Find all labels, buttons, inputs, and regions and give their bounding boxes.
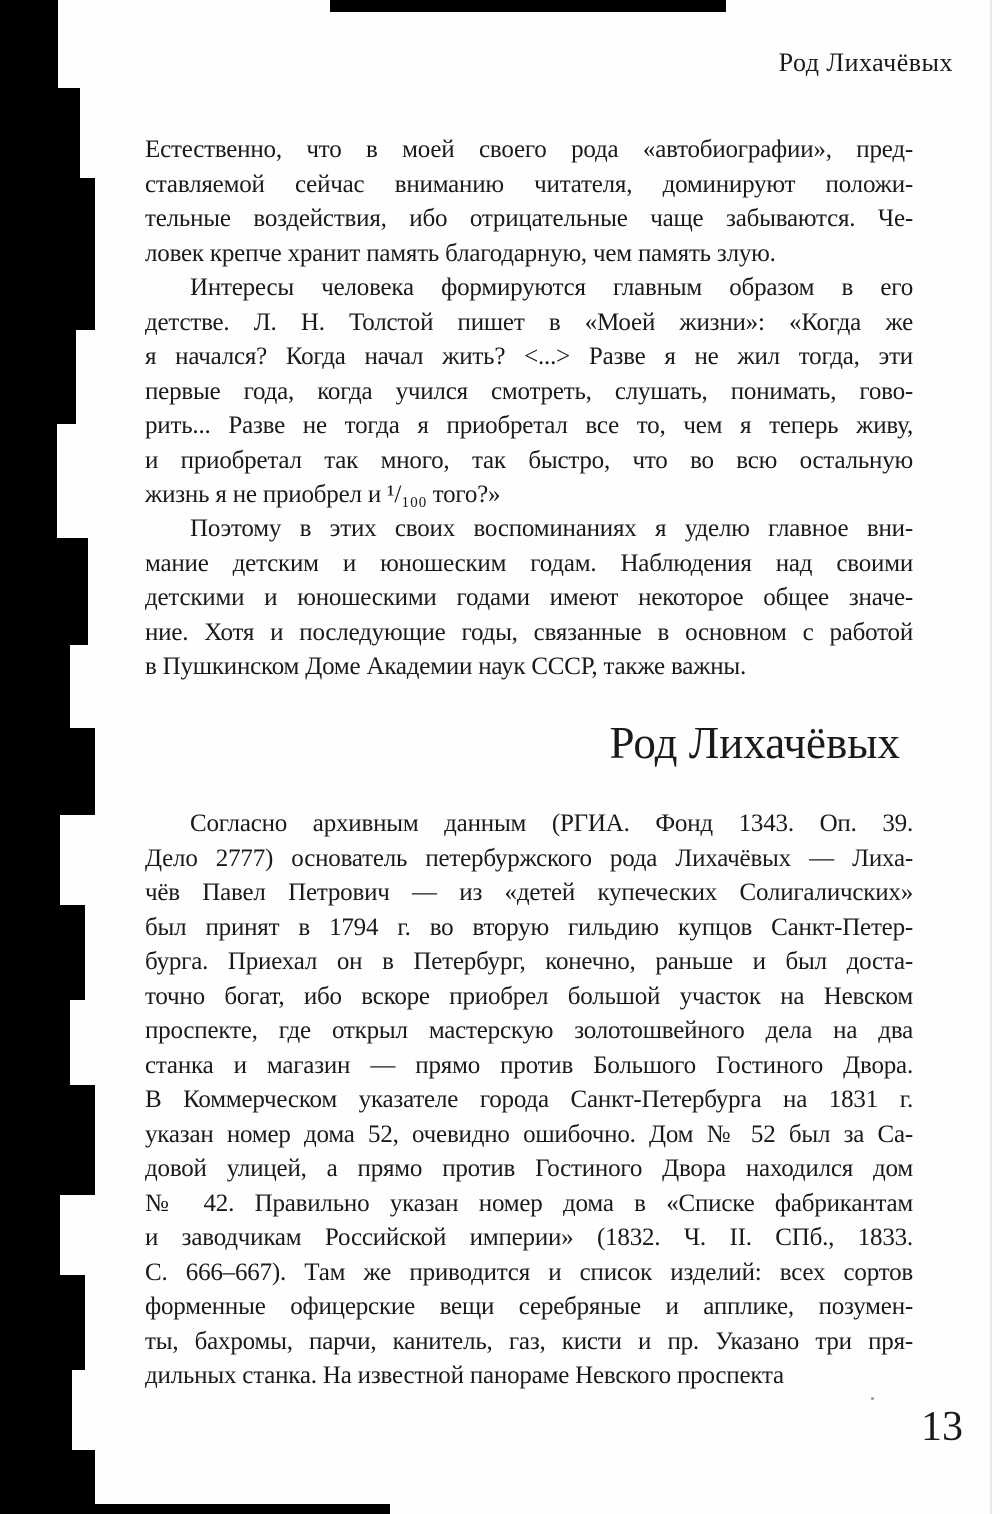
text-line: дильных станка. На известной панораме Невского проспекта <box>145 1362 784 1389</box>
text-line: ставляемой сейчас вниманию читателя, доминируют положи- <box>145 170 913 198</box>
text-line: Поэтому в этих своих воспоминаниях я уделю главное вни- <box>190 515 913 542</box>
text-line: С. 666–667). Там же приводится и список изделий: всех сортов <box>145 1258 913 1286</box>
text-line: тельные воздействия, ибо отрицательные чаще забываются. Че- <box>145 205 913 232</box>
paragraph-3 <box>145 512 913 685</box>
text-line: и приобретал так много, так быстро, что во всю остальную <box>145 446 913 474</box>
text-line: бурга. Приехал он в Петербург, конечно, раньше и был доста- <box>145 948 913 975</box>
scan-speck <box>871 1397 874 1400</box>
text-line: станка и магазин — прямо против Большого Гостиного Двора. <box>145 1051 913 1079</box>
text-line: мание детским и юношеским годам. Наблюдения над своими <box>145 549 913 577</box>
text-line: форменные офицерские вещи серебряные и апплике, позумен- <box>145 1293 913 1320</box>
text-line: детскими и юношескими годами имеют некоторое общее значе- <box>145 584 913 611</box>
text-line: ние. Хотя и последующие годы, связанные в основном с работой <box>145 618 913 646</box>
text-line: ты, бахромы, парчи, канитель, газ, кисти и пр. Указано три пря- <box>145 1327 913 1355</box>
text-line: проспекте, где открыл мастерскую золотошвейного дела на два <box>145 1017 913 1044</box>
page-edge-line <box>990 0 992 1514</box>
text-line: В Коммерческом указателе города Санкт-Петербурга на 1831 г. <box>145 1086 913 1113</box>
text-line: довой улицей, а прямо против Гостиного Двора находился дом <box>145 1155 913 1182</box>
text-line: первые года, когда учился смотреть, слушать, понимать, гово- <box>145 377 913 405</box>
text-line: Интересы человека формируются главным образом в его <box>190 274 913 301</box>
scan-edge-top <box>330 0 726 12</box>
scan-edge-bottom <box>0 1504 390 1514</box>
running-head: Род Лихачёвых <box>778 48 953 77</box>
paragraph-4 <box>145 807 913 1394</box>
text-line: № 42. Правильно указан номер дома в «Списке фабрикантам <box>145 1189 913 1217</box>
text-line: Естественно, что в моей своего рода «автобиографии», пред- <box>145 136 913 163</box>
text-line: в Пушкинском Доме Академии наук СССР, также важны. <box>145 653 747 680</box>
text-line: я начался? Когда начал жить? <...> Разве я не жил тогда, эти <box>145 343 913 370</box>
section-heading <box>145 716 913 770</box>
text-line: ловек крепче хранит память благодарную, чем память злую. <box>145 239 776 267</box>
scan-edge-left <box>0 0 100 1514</box>
text-line: и заводчикам Российской империи» (1832. Ч. II. СПб., 1833. <box>145 1224 913 1251</box>
text-line: детстве. Л. Н. Толстой пишет в «Моей жизни»: «Когда же <box>145 308 913 336</box>
text-line: чёв Павел Петрович — из «детей купеческих Солигаличских» <box>145 879 913 906</box>
text-line: точно богат, ибо вскоре приобрел большой участок на Невском <box>145 982 913 1010</box>
text-line: Дело 2777) основатель петербуржского рода Лихачёвых — Лиха- <box>145 844 913 872</box>
paragraph-2 <box>145 271 913 513</box>
page-number: 13 <box>921 1404 963 1450</box>
text-line: был принят в 1794 г. во вторую гильдию купцов Санкт-Петер- <box>145 913 913 941</box>
section-heading-text: Род Лихачёвых <box>609 718 900 768</box>
text-line: рить... Разве не тогда я приобретал все то, чем я теперь живу, <box>145 412 913 439</box>
text-line: Согласно архивным данным (РГИА. Фонд 1343. Оп. 39. <box>190 810 913 837</box>
text-line: жизнь я не приобрел и ¹/₁₀₀ того?» <box>145 481 501 508</box>
text-line: указан номер дома 52, очевидно ошибочно. Дом № 52 был за Са- <box>145 1120 913 1148</box>
paragraph-1 <box>145 133 913 271</box>
